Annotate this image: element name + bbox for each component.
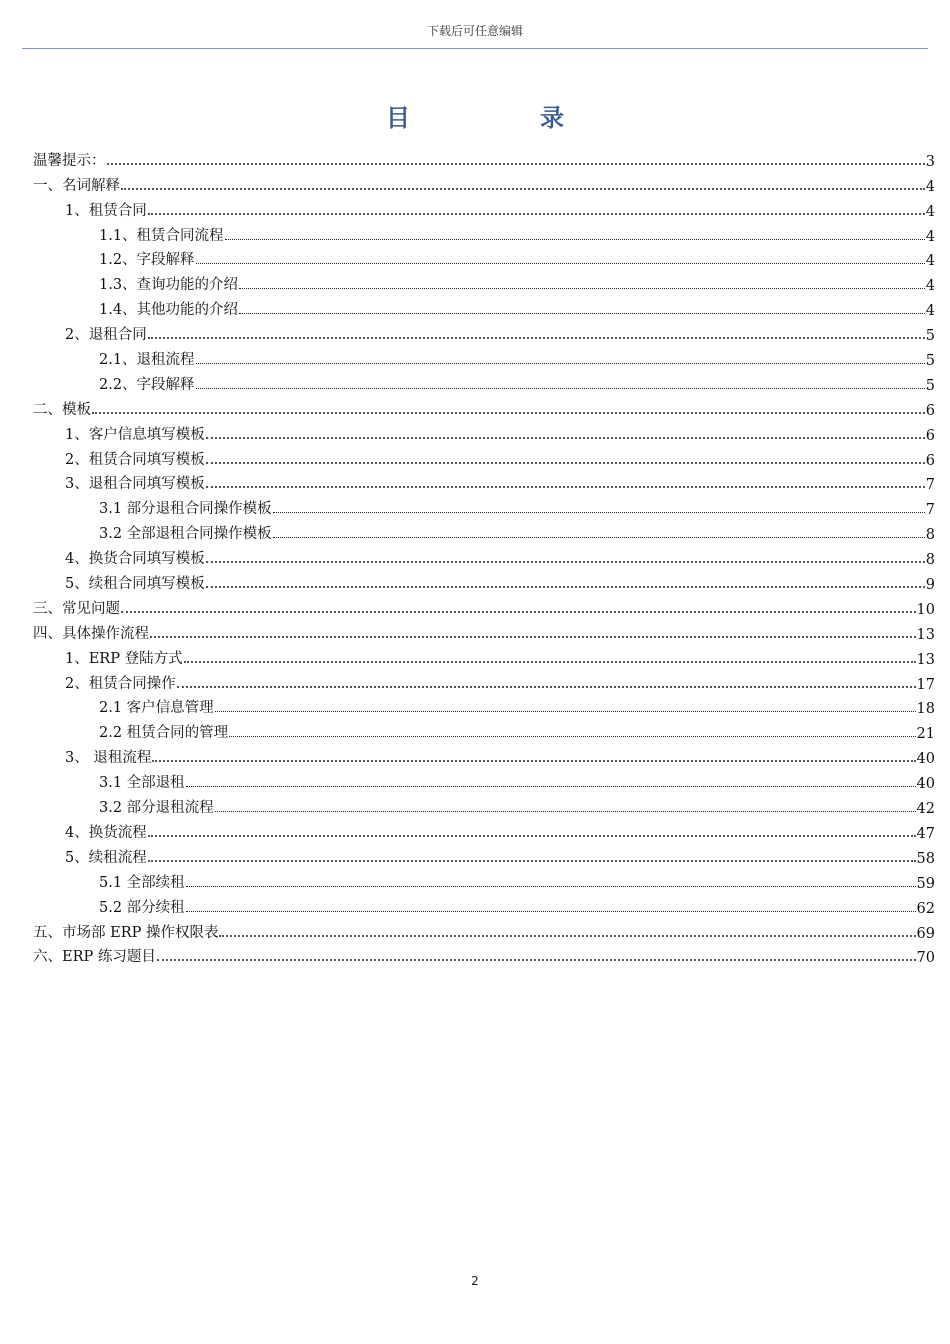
toc-entry-page: 4 — [925, 303, 935, 320]
toc-entry[interactable] — [33, 469, 935, 494]
toc-entry-page: 5 — [925, 328, 935, 345]
toc-entry[interactable] — [33, 643, 935, 668]
toc-entry[interactable] — [33, 344, 935, 369]
toc-dot-leader — [92, 412, 925, 414]
toc-entry-page: 59 — [916, 875, 935, 892]
toc-entry-label: 一、名词解释 — [33, 177, 120, 194]
toc-entry[interactable] — [33, 269, 935, 294]
toc-entry-label: 4、换货流程 — [65, 824, 147, 841]
toc-entry[interactable] — [33, 319, 935, 344]
toc-entry-page: 62 — [916, 900, 935, 917]
toc-entry-page: 13 — [916, 651, 935, 668]
toc-dot-leader — [186, 786, 916, 787]
toc-dot-leader — [148, 213, 925, 215]
toc-entry-label: 2.2 租赁合同的管理 — [99, 725, 229, 742]
toc-entry[interactable] — [33, 668, 935, 693]
toc-entry-page: 10 — [916, 601, 935, 618]
toc-dot-leader — [239, 288, 925, 289]
toc-dot-leader — [206, 462, 925, 464]
toc-entry-label: 1、客户信息填写模板 — [65, 426, 205, 443]
toc-entry-label: 1.4、其他功能的介绍 — [99, 302, 239, 319]
toc-entry-page: 70 — [916, 950, 935, 967]
toc-entry-page: 18 — [916, 701, 935, 718]
toc-entry-label: 三、常见问题 — [33, 600, 120, 617]
toc-entry-page: 5 — [925, 377, 935, 394]
toc-entry-label: 2.1 客户信息管理 — [99, 700, 214, 717]
toc-entry-page: 3 — [925, 153, 935, 170]
toc-entry-label: 1、租赁合同 — [65, 202, 147, 219]
toc-entry[interactable] — [33, 444, 935, 469]
toc-entry[interactable] — [33, 892, 935, 917]
toc-dot-leader — [107, 163, 925, 165]
toc-entry-label: 2.1、退租流程 — [99, 352, 195, 369]
toc-entry-page: 8 — [925, 552, 935, 569]
toc-entry[interactable] — [33, 742, 935, 767]
toc-entry[interactable] — [33, 394, 935, 419]
toc-entry-page: 4 — [925, 253, 935, 270]
toc-dot-leader — [206, 561, 925, 563]
toc-dot-leader — [148, 835, 916, 837]
toc-dot-leader — [215, 711, 916, 712]
toc-entry[interactable] — [33, 493, 935, 518]
toc-entry[interactable] — [33, 767, 935, 792]
toc-entry-label: 1.3、查询功能的介绍 — [99, 277, 239, 294]
toc-entry-page: 42 — [916, 801, 935, 818]
page-number: 2 — [471, 1274, 479, 1288]
toc-entry-page: 13 — [916, 626, 935, 643]
toc-entry-label: 2、租赁合同操作 — [65, 675, 176, 692]
toc-dot-leader — [196, 388, 925, 389]
toc-entry[interactable] — [33, 518, 935, 543]
toc-entry-label: 5、续租合同填写模板 — [65, 576, 205, 593]
toc-dot-leader — [152, 760, 915, 762]
toc-entry-label: 5.2 部分续租 — [99, 899, 185, 916]
toc-dot-leader — [229, 736, 915, 737]
toc-entry-label: 3.2 部分退租流程 — [99, 800, 214, 817]
toc-entry-page: 6 — [925, 452, 935, 469]
toc-entry-label: 1.1、租赁合同流程 — [99, 227, 224, 244]
toc-entry[interactable] — [33, 867, 935, 892]
toc-dot-leader — [215, 811, 916, 812]
toc-dot-leader — [206, 486, 925, 488]
toc-entry[interactable] — [33, 693, 935, 718]
page-header: 下载后可任意编辑 — [426, 24, 523, 38]
toc-entry-label: 六、ERP 练习题目 — [33, 949, 156, 966]
toc-dot-leader — [225, 239, 925, 240]
toc-entry[interactable] — [33, 294, 935, 319]
toc-title — [0, 98, 950, 133]
toc-entry-page: 4 — [925, 278, 935, 295]
table-of-contents — [33, 145, 935, 966]
toc-entry[interactable] — [33, 543, 935, 568]
toc-entry-label: 2.2、字段解释 — [99, 376, 195, 393]
toc-dot-leader — [150, 636, 916, 638]
toc-dot-leader — [121, 611, 916, 613]
toc-entry-page: 40 — [916, 776, 935, 793]
toc-entry[interactable] — [33, 593, 935, 618]
toc-dot-leader — [206, 586, 925, 588]
toc-dot-leader — [196, 263, 925, 264]
toc-entry-page: 6 — [925, 427, 935, 444]
toc-entry[interactable] — [33, 817, 935, 842]
toc-entry[interactable] — [33, 145, 935, 170]
toc-dot-leader — [177, 686, 916, 688]
toc-dot-leader — [186, 911, 916, 912]
toc-entry-label: 五、市场部 ERP 操作权限表 — [33, 924, 219, 941]
toc-dot-leader — [273, 537, 925, 538]
header-divider — [22, 48, 928, 49]
toc-entry[interactable] — [33, 369, 935, 394]
toc-entry-label: 5、续租流程 — [65, 849, 147, 866]
toc-entry-label: 4、换货合同填写模板 — [65, 551, 205, 568]
toc-entry-page: 47 — [916, 825, 935, 842]
toc-entry-label: 2、退租合同 — [65, 327, 147, 344]
toc-dot-leader — [186, 886, 916, 887]
toc-dot-leader — [121, 188, 925, 190]
toc-title-right: 录 — [540, 104, 564, 132]
toc-entry[interactable] — [33, 942, 935, 967]
toc-entry-label: 1、ERP 登陆方式 — [65, 650, 183, 667]
toc-entry-label: 3、 退租流程 — [65, 750, 152, 767]
toc-entry-label: 3.1 全部退租 — [99, 775, 185, 792]
toc-entry[interactable] — [33, 419, 935, 444]
toc-entry-label: 四、具体操作流程 — [33, 625, 149, 642]
toc-entry-label: 5.1 全部续租 — [99, 874, 185, 891]
toc-dot-leader — [157, 959, 916, 961]
toc-entry-page: 6 — [925, 402, 935, 419]
toc-dot-leader — [239, 313, 925, 314]
toc-entry[interactable] — [33, 220, 935, 245]
toc-entry[interactable] — [33, 917, 935, 942]
toc-entry-page: 7 — [925, 477, 935, 494]
toc-entry[interactable] — [33, 245, 935, 270]
toc-entry-label: 二、模板 — [33, 401, 91, 418]
toc-entry-label: 3.2 全部退租合同操作模板 — [99, 526, 272, 543]
toc-entry-label: 3.1 部分退租合同操作模板 — [99, 501, 272, 518]
toc-entry-page: 4 — [925, 203, 935, 220]
toc-entry[interactable] — [33, 717, 935, 742]
toc-entry-label: 温馨提示： — [33, 152, 106, 169]
toc-entry[interactable] — [33, 842, 935, 867]
toc-entry-label: 1.2、字段解释 — [99, 252, 195, 269]
toc-entry-label: 3、退租合同填写模板 — [65, 476, 205, 493]
toc-entry[interactable] — [33, 170, 935, 195]
toc-entry-page: 21 — [916, 726, 935, 743]
toc-entry-page: 4 — [925, 228, 935, 245]
toc-entry[interactable] — [33, 568, 935, 593]
toc-entry-page: 5 — [925, 353, 935, 370]
toc-dot-leader — [206, 437, 925, 439]
toc-title-left: 目 — [386, 104, 410, 132]
toc-dot-leader — [148, 860, 916, 862]
toc-entry-label: 2、租赁合同填写模板 — [65, 451, 205, 468]
toc-entry[interactable] — [33, 792, 935, 817]
toc-entry-page: 58 — [916, 850, 935, 867]
toc-dot-leader — [219, 935, 915, 937]
toc-entry-page: 8 — [925, 527, 935, 544]
toc-entry-page: 9 — [925, 577, 935, 594]
toc-entry-page: 4 — [925, 178, 935, 195]
toc-entry-page: 7 — [925, 502, 935, 519]
toc-dot-leader — [184, 661, 916, 663]
toc-entry[interactable] — [33, 618, 935, 643]
toc-entry-page: 17 — [916, 676, 935, 693]
toc-entry-page: 69 — [916, 925, 935, 942]
toc-entry-page: 40 — [916, 751, 935, 768]
toc-dot-leader — [273, 512, 925, 513]
toc-entry[interactable] — [33, 195, 935, 220]
toc-dot-leader — [196, 363, 925, 364]
toc-dot-leader — [148, 337, 925, 339]
